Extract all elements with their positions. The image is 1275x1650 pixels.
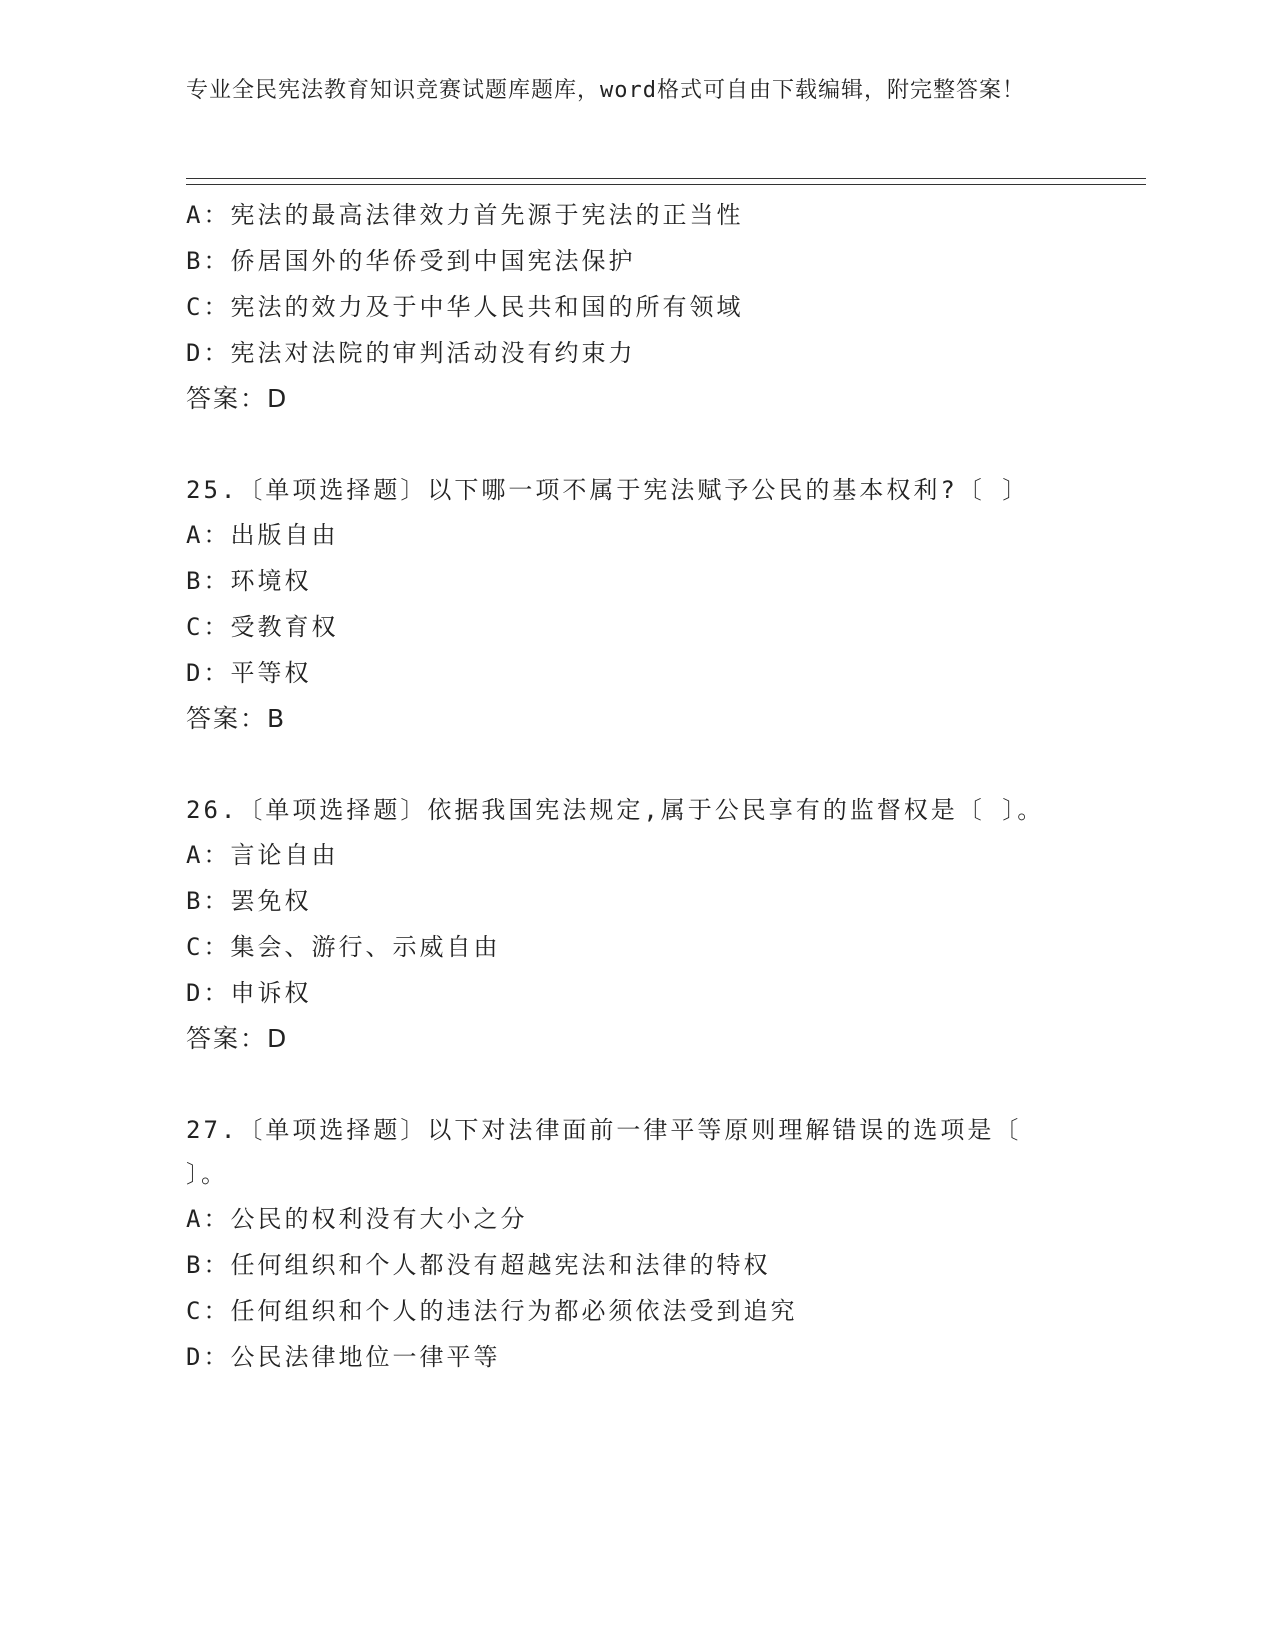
- spacer: [186, 422, 1086, 468]
- option-a: A：公民的权利没有大小之分: [186, 1205, 528, 1233]
- option-b: B：任何组织和个人都没有超越宪法和法律的特权: [186, 1251, 771, 1279]
- option-b: B：侨居国外的华侨受到中国宪法保护: [186, 247, 636, 275]
- question-27: [186, 1108, 1086, 1380]
- option-b: B：环境权: [186, 567, 312, 595]
- option-d: D：宪法对法院的审判活动没有约束力: [186, 339, 636, 367]
- header-divider: [186, 178, 1146, 185]
- option-c: C：宪法的效力及于中华人民共和国的所有领域: [186, 293, 744, 321]
- option-c: C：集会、游行、示威自由: [186, 933, 501, 961]
- option-a: A：出版自由: [186, 521, 339, 549]
- question-stem: 26.〔单项选择题〕依据我国宪法规定,属于公民享有的监督权是〔 〕。: [186, 796, 1045, 824]
- answer-label: 答案：D: [186, 1024, 289, 1053]
- page-header: 专业全民宪法教育知识竞赛试题库题库，word格式可自由下载编辑，附完整答案！: [186, 78, 1025, 103]
- answer-label: 答案：B: [186, 704, 287, 733]
- question-26: [186, 788, 1086, 1062]
- option-d: D：公民法律地位一律平等: [186, 1343, 501, 1371]
- option-a: A：宪法的最高法律效力首先源于宪法的正当性: [186, 201, 744, 229]
- spacer: [186, 1062, 1086, 1108]
- option-d: D：平等权: [186, 659, 312, 687]
- question-stem: 25.〔单项选择题〕以下哪一项不属于宪法赋予公民的基本权利?〔 〕: [186, 476, 1030, 504]
- answer-label: 答案：D: [186, 384, 289, 413]
- question-25: [186, 468, 1086, 742]
- option-c: C：任何组织和个人的违法行为都必须依法受到追究: [186, 1297, 798, 1325]
- option-c: C：受教育权: [186, 613, 339, 641]
- option-a: A：言论自由: [186, 841, 339, 869]
- question-24-tail: [186, 192, 1086, 422]
- spacer: [186, 742, 1086, 788]
- option-d: D：申诉权: [186, 979, 312, 1007]
- question-stem: 27.〔单项选择题〕以下对法律面前一律平等原则理解错误的选项是〔 〕。: [186, 1116, 1022, 1188]
- option-b: B：罢免权: [186, 887, 312, 915]
- document-body: [186, 192, 1086, 1380]
